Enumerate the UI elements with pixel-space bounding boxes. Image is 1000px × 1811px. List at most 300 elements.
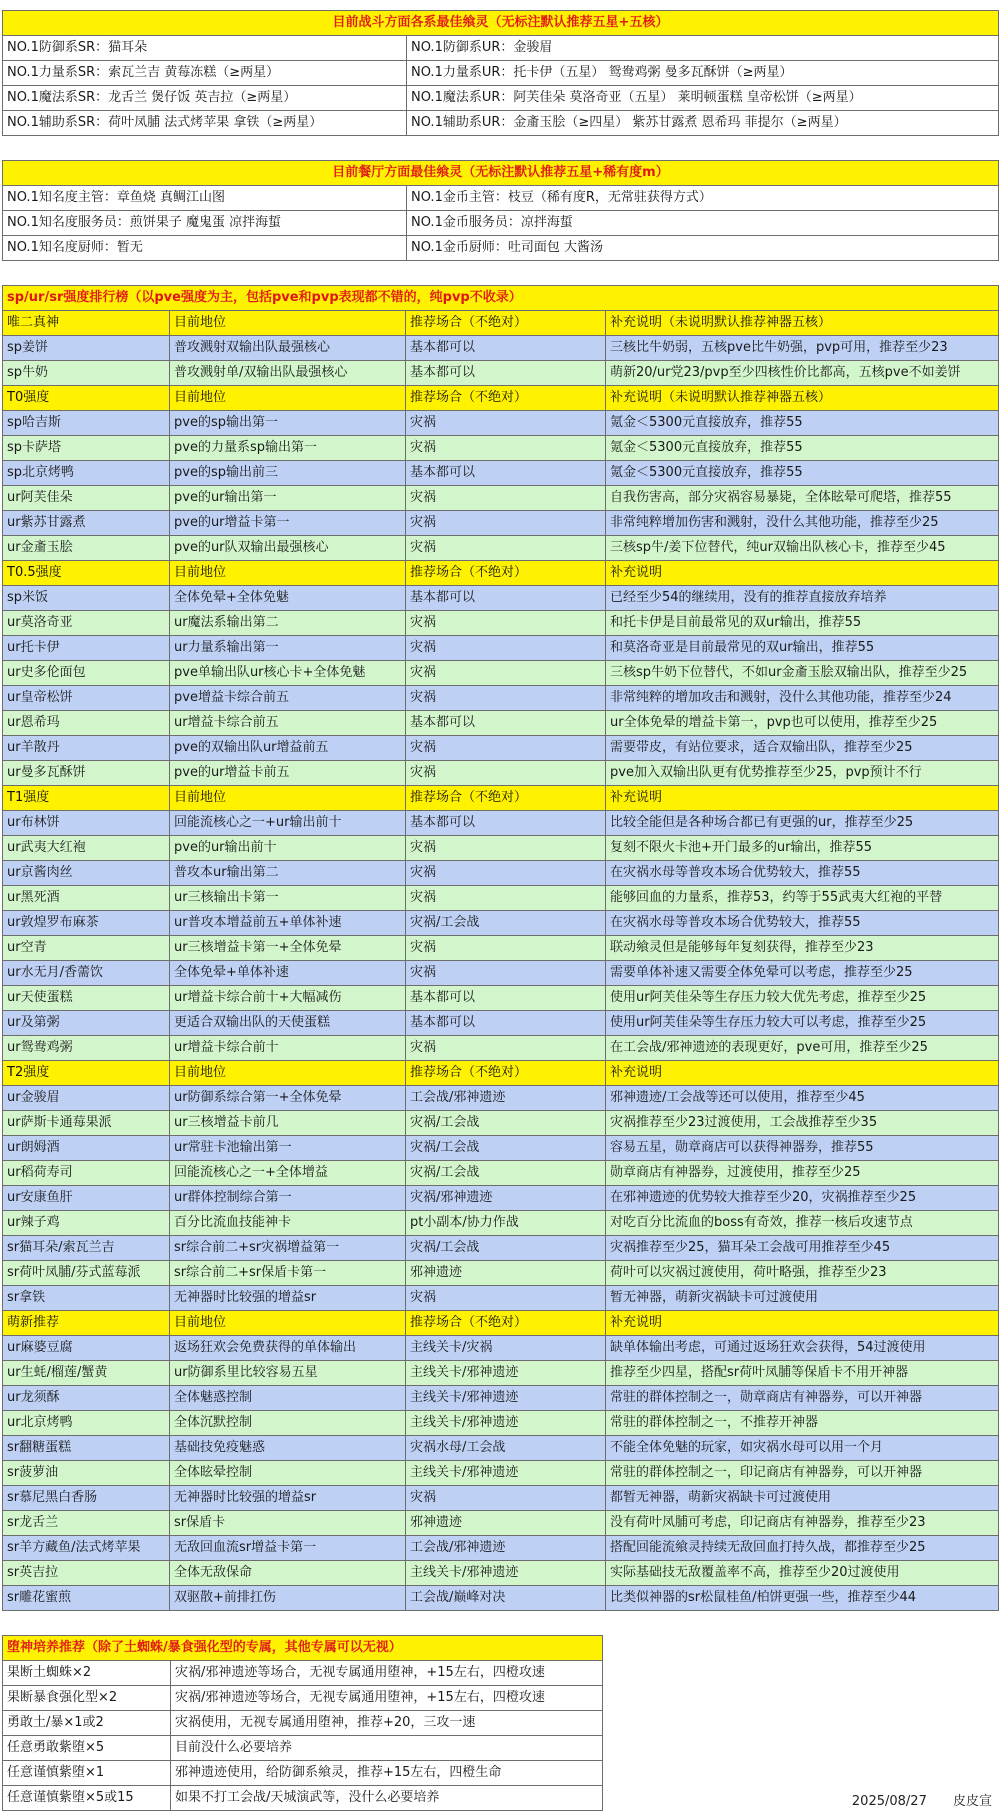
ranking-row	[3, 411, 999, 436]
battle-right-cell: NO.1魔法系UR：阿芙佳朵 莫洛奇亚（五星） 莱明顿蛋糕 皇帝松饼（≥两星）	[407, 86, 999, 111]
ranking-row	[3, 511, 999, 536]
note-cell: 需要带皮，有站位要求，适合双输出队，推荐至少25	[606, 736, 999, 761]
scene-cell: 邪神遗迹	[406, 1511, 606, 1536]
name-cell: sr慕尼黑白香肠	[3, 1486, 170, 1511]
ranking-row	[3, 711, 999, 736]
note-cell: 常驻的群体控制之一，不推荐开神器	[606, 1411, 999, 1436]
note-cell: 三核sp牛/姜下位替代，纯ur双输出队核心卡，推荐至少45	[606, 536, 999, 561]
name-cell: ur麻婆豆腐	[3, 1336, 170, 1361]
restaurant-right-cell: NO.1金币服务员：凉拌海蜇	[407, 211, 999, 236]
name-cell: ur皇帝松饼	[3, 686, 170, 711]
battle-left-cell: NO.1辅助系SR：荷叶凤脯 法式烤苹果 拿铁（≥两星）	[3, 111, 407, 136]
scene-cell: 灾祸	[406, 436, 606, 461]
name-cell: 唯二真神	[3, 311, 170, 336]
status-cell: 目前地位	[170, 386, 406, 411]
ranking-row	[3, 1461, 999, 1486]
scene-cell: 灾祸	[406, 836, 606, 861]
ranking-row	[3, 836, 999, 861]
fallen-name-cell: 果断土蜘蛛×2	[3, 1661, 171, 1686]
scene-cell: 推荐场合（不绝对）	[406, 311, 606, 336]
fallen-name-cell: 果断暴食强化型×2	[3, 1686, 171, 1711]
ranking-row	[3, 436, 999, 461]
name-cell: sp牛奶	[3, 361, 170, 386]
status-cell: 无神器时比较强的增益sr	[170, 1486, 406, 1511]
fallen-note-cell: 灾祸使用，无视专属通用堕神，推荐+20，三攻一速	[171, 1711, 603, 1736]
scene-cell: 灾祸	[406, 686, 606, 711]
scene-cell: 灾祸	[406, 636, 606, 661]
status-cell: 更适合双输出队的天使蛋糕	[170, 1011, 406, 1036]
name-cell: sr龙舌兰	[3, 1511, 170, 1536]
ranking-row	[3, 1036, 999, 1061]
ranking-row	[3, 486, 999, 511]
name-cell: T0.5强度	[3, 561, 170, 586]
scene-cell: 灾祸	[406, 886, 606, 911]
ranking-table	[2, 285, 999, 1611]
name-cell: ur天使蛋糕	[3, 986, 170, 1011]
ranking-row	[3, 661, 999, 686]
status-cell: 返场狂欢会免费获得的单体输出	[170, 1336, 406, 1361]
ranking-row	[3, 811, 999, 836]
scene-cell: 灾祸	[406, 411, 606, 436]
scene-cell: 灾祸	[406, 736, 606, 761]
note-cell: 非常纯粹的增加攻击和溅射，没什么其他功能，推荐至少24	[606, 686, 999, 711]
status-cell: pve的ur增益卡第一	[170, 511, 406, 536]
status-cell: 无神器时比较强的增益sr	[170, 1286, 406, 1311]
fallen-name-cell: 任意勇敢紫堕×5	[3, 1736, 171, 1761]
name-cell: ur朗姆酒	[3, 1136, 170, 1161]
ranking-title: sp/ur/sr强度排行榜（以pve强度为主，包括pve和pvp表现都不错的，纯pvp不收录）	[3, 286, 999, 311]
status-cell: pve的sp输出前三	[170, 461, 406, 486]
scene-cell: 灾祸	[406, 611, 606, 636]
scene-cell: 基本都可以	[406, 586, 606, 611]
note-cell: 在邪神遗迹的优势较大推荐至少20，灾祸推荐至少25	[606, 1186, 999, 1211]
status-cell: 目前地位	[170, 1061, 406, 1086]
name-cell: ur空青	[3, 936, 170, 961]
battle-title: 目前战斗方面各系最佳飨灵（无标注默认推荐五星+五核）	[3, 11, 999, 36]
note-cell: 需要单体补速又需要全体免晕可以考虑，推荐至少25	[606, 961, 999, 986]
name-cell: sr拿铁	[3, 1286, 170, 1311]
scene-cell: 基本都可以	[406, 1011, 606, 1036]
name-cell: ur萨斯卡通莓果派	[3, 1111, 170, 1136]
fallen-row	[3, 1786, 603, 1811]
scene-cell: 推荐场合（不绝对）	[406, 1311, 606, 1336]
tier-header-row	[3, 1311, 999, 1336]
fallen-note-cell: 目前没什么必要培养	[171, 1736, 603, 1761]
name-cell: T0强度	[3, 386, 170, 411]
fallen-name-cell: 任意谨慎紫堕×1	[3, 1761, 171, 1786]
note-cell: 联动飨灵但是能够每年复刻获得，推荐至少23	[606, 936, 999, 961]
note-cell: 常驻的群体控制之一，印记商店有神器券，可以开神器	[606, 1461, 999, 1486]
status-cell: 目前地位	[170, 786, 406, 811]
fallen-row	[3, 1711, 603, 1736]
scene-cell: 基本都可以	[406, 986, 606, 1011]
status-cell: 目前地位	[170, 1311, 406, 1336]
ranking-row	[3, 1161, 999, 1186]
ranking-row	[3, 961, 999, 986]
note-cell: 补充说明（未说明默认推荐神器五核）	[606, 386, 999, 411]
status-cell: 普攻本ur输出第二	[170, 861, 406, 886]
note-cell: 比类似神器的sr松鼠桂鱼/柏饼更强一些，推荐至少44	[606, 1586, 999, 1611]
scene-cell: 灾祸水母/工会战	[406, 1436, 606, 1461]
status-cell: 全体无敌保命	[170, 1561, 406, 1586]
name-cell: ur京酱肉丝	[3, 861, 170, 886]
scene-cell: 主线关卡/邪神遗迹	[406, 1411, 606, 1436]
restaurant-left-cell: NO.1知名度服务员：煎饼果子 魔鬼蛋 凉拌海蜇	[3, 211, 407, 236]
scene-cell: 主线关卡/邪神遗迹	[406, 1386, 606, 1411]
name-cell: T2强度	[3, 1061, 170, 1086]
battle-table	[2, 10, 999, 136]
ranking-row	[3, 1336, 999, 1361]
scene-cell: 工会战/巅峰对决	[406, 1586, 606, 1611]
battle-right-cell: NO.1防御系UR：金骏眉	[407, 36, 999, 61]
battle-row	[3, 86, 999, 111]
name-cell: ur辣子鸡	[3, 1211, 170, 1236]
note-cell: 暂无神器，萌新灾祸缺卡可过渡使用	[606, 1286, 999, 1311]
ranking-row	[3, 1536, 999, 1561]
name-cell: ur武夷大红袍	[3, 836, 170, 861]
status-cell: 无敌回血流sr增益卡第一	[170, 1536, 406, 1561]
name-cell: ur黑死酒	[3, 886, 170, 911]
ranking-row	[3, 336, 999, 361]
note-cell: 三核比牛奶弱，五核pve比牛奶强，pvp可用，推荐至少23	[606, 336, 999, 361]
ranking-row	[3, 911, 999, 936]
status-cell: 全体免晕+全体免魅	[170, 586, 406, 611]
status-cell: 全体眩晕控制	[170, 1461, 406, 1486]
battle-title-row	[3, 11, 999, 36]
name-cell: ur金齑玉脍	[3, 536, 170, 561]
name-cell: sr荷叶凤脯/芬式蓝莓派	[3, 1261, 170, 1286]
scene-cell: 推荐场合（不绝对）	[406, 786, 606, 811]
restaurant-left-cell: NO.1知名度主管：章鱼烧 真鲷江山图	[3, 186, 407, 211]
ranking-row	[3, 1086, 999, 1111]
ranking-row	[3, 1561, 999, 1586]
scene-cell: 灾祸	[406, 761, 606, 786]
date-label: 2025/08/27	[851, 1794, 927, 1809]
author-label: 皮皮宣	[952, 1794, 992, 1809]
status-cell: 全体免晕+单体补速	[170, 961, 406, 986]
name-cell: sp卡萨塔	[3, 436, 170, 461]
ranking-row	[3, 986, 999, 1011]
status-cell: 全体沉默控制	[170, 1411, 406, 1436]
ranking-row	[3, 1186, 999, 1211]
scene-cell: 灾祸	[406, 1486, 606, 1511]
name-cell: sp米饭	[3, 586, 170, 611]
ranking-row	[3, 686, 999, 711]
scene-cell: 灾祸/邪神遗迹	[406, 1186, 606, 1211]
ranking-row	[3, 461, 999, 486]
note-cell: 常驻的群体控制之一，勋章商店有神器券，可以开神器	[606, 1386, 999, 1411]
note-cell: 和托卡伊是目前最常见的双ur输出，推荐55	[606, 611, 999, 636]
scene-cell: 灾祸/工会战	[406, 1111, 606, 1136]
status-cell: pve的ur输出第一	[170, 486, 406, 511]
name-cell: ur阿芙佳朵	[3, 486, 170, 511]
ranking-row	[3, 1236, 999, 1261]
status-cell: ur常驻卡池输出第一	[170, 1136, 406, 1161]
note-cell: 已经至少54的继续用，没有的推荐直接放弃培养	[606, 586, 999, 611]
note-cell: 不能全体免魅的玩家，如灾祸水母可以用一个月	[606, 1436, 999, 1461]
fallen-row	[3, 1686, 603, 1711]
fallen-title-row	[3, 1636, 603, 1661]
restaurant-right-cell: NO.1金币主管：枝豆（稀有度R，无常驻获得方式）	[407, 186, 999, 211]
ranking-row	[3, 1361, 999, 1386]
battle-row	[3, 111, 999, 136]
ranking-row	[3, 1486, 999, 1511]
scene-cell: 灾祸	[406, 486, 606, 511]
ranking-row	[3, 736, 999, 761]
scene-cell: 主线关卡/邪神遗迹	[406, 1561, 606, 1586]
note-cell: 勋章商店有神器券，过渡使用，推荐至少25	[606, 1161, 999, 1186]
fallen-note-cell: 如果不打工会战/天城演武等，没什么必要培养	[171, 1786, 603, 1811]
scene-cell: 推荐场合（不绝对）	[406, 561, 606, 586]
status-cell: sr保盾卡	[170, 1511, 406, 1536]
status-cell: 回能流核心之一+ur输出前十	[170, 811, 406, 836]
fallen-title: 堕神培养推荐（除了土蜘蛛/暴食强化型的专属，其他专属可以无视）	[3, 1636, 603, 1661]
battle-row	[3, 61, 999, 86]
name-cell: 萌新推荐	[3, 1311, 170, 1336]
status-cell: pve的ur输出前十	[170, 836, 406, 861]
scene-cell: 主线关卡/邪神遗迹	[406, 1461, 606, 1486]
note-cell: 推荐至少四星，搭配sr荷叶凤脯等保盾卡不用开神器	[606, 1361, 999, 1386]
status-cell: 目前地位	[170, 311, 406, 336]
note-cell: 灾祸推荐至少23过渡使用，工会战推荐至少35	[606, 1111, 999, 1136]
ranking-row	[3, 636, 999, 661]
status-cell: 双驱散+前排扛伤	[170, 1586, 406, 1611]
name-cell: sr翻糖蛋糕	[3, 1436, 170, 1461]
note-cell: 邪神遗迹/工会战等还可以使用，推荐至少45	[606, 1086, 999, 1111]
note-cell: 缺单体输出考虑，可通过返场狂欢会获得，54过渡使用	[606, 1336, 999, 1361]
name-cell: ur及第粥	[3, 1011, 170, 1036]
battle-left-cell: NO.1防御系SR：猫耳朵	[3, 36, 407, 61]
status-cell: ur防御系综合第一+全体免晕	[170, 1086, 406, 1111]
battle-left-cell: NO.1力量系SR：索瓦兰吉 黄莓冻糕（≥两星）	[3, 61, 407, 86]
status-cell: 普攻溅射单/双输出队最强核心	[170, 361, 406, 386]
scene-cell: 灾祸/工会战	[406, 1161, 606, 1186]
note-cell: 补充说明	[606, 1311, 999, 1336]
status-cell: sr综合前二+sr保盾卡第一	[170, 1261, 406, 1286]
name-cell: ur生蚝/榴莲/蟹黄	[3, 1361, 170, 1386]
status-cell: pve增益卡综合前五	[170, 686, 406, 711]
name-cell: ur鸳鸯鸡粥	[3, 1036, 170, 1061]
note-cell: 没有荷叶凤脯可考虑，印记商店有神器券，推荐至少23	[606, 1511, 999, 1536]
status-cell: 回能流核心之一+全体增益	[170, 1161, 406, 1186]
scene-cell: 基本都可以	[406, 811, 606, 836]
note-cell: 在灾祸水母等普攻本场合优势较大，推荐55	[606, 861, 999, 886]
note-cell: 灾祸推荐至少25，猫耳朵工会战可用推荐至少45	[606, 1236, 999, 1261]
scene-cell: 推荐场合（不绝对）	[406, 1061, 606, 1086]
scene-cell: 灾祸	[406, 936, 606, 961]
status-cell: pve的力量系sp输出第一	[170, 436, 406, 461]
fallen-section	[0, 1635, 1000, 1811]
tier-header-row	[3, 311, 999, 336]
status-cell: ur群体控制综合第一	[170, 1186, 406, 1211]
note-cell: 比较全能但是各种场合都已有更强的ur，推荐至少25	[606, 811, 999, 836]
name-cell: ur布林饼	[3, 811, 170, 836]
name-cell: sp哈吉斯	[3, 411, 170, 436]
ranking-row	[3, 611, 999, 636]
status-cell: 普攻溅射双输出队最强核心	[170, 336, 406, 361]
scene-cell: 灾祸	[406, 661, 606, 686]
name-cell: ur水无月/香薷饮	[3, 961, 170, 986]
name-cell: sp姜饼	[3, 336, 170, 361]
restaurant-title: 目前餐厅方面最佳飨灵（无标注默认推荐五星+稀有度m）	[3, 161, 999, 186]
status-cell: pve的双输出队ur增益前五	[170, 736, 406, 761]
restaurant-title-row	[3, 161, 999, 186]
restaurant-row	[3, 186, 999, 211]
name-cell: ur曼多瓦酥饼	[3, 761, 170, 786]
fallen-name-cell: 勇敢土/暴×1或2	[3, 1711, 171, 1736]
battle-row	[3, 36, 999, 61]
ranking-row	[3, 761, 999, 786]
status-cell: sr综合前二+sr灾祸增益第一	[170, 1236, 406, 1261]
fallen-row	[3, 1661, 603, 1686]
scene-cell: 邪神遗迹	[406, 1261, 606, 1286]
status-cell: 基础技免疫魅惑	[170, 1436, 406, 1461]
name-cell: sp北京烤鸭	[3, 461, 170, 486]
note-cell: 非常纯粹增加伤害和溅射，没什么其他功能，推荐至少25	[606, 511, 999, 536]
note-cell: 容易五星，勋章商店可以获得神器券，推荐55	[606, 1136, 999, 1161]
scene-cell: 基本都可以	[406, 361, 606, 386]
fallen-note-cell: 灾祸/邪神遗迹等场合，无视专属通用堕神，+15左右，四橙攻速	[171, 1686, 603, 1711]
status-cell: pve的sp输出第一	[170, 411, 406, 436]
name-cell: ur龙须酥	[3, 1386, 170, 1411]
status-cell: ur增益卡综合前十	[170, 1036, 406, 1061]
name-cell: sr菠萝油	[3, 1461, 170, 1486]
restaurant-right-cell: NO.1金币厨师：吐司面包 大酱汤	[407, 236, 999, 261]
note-cell: 对吃百分比流血的boss有奇效，推荐一核后攻速节点	[606, 1211, 999, 1236]
note-cell: 三核sp牛奶下位替代，不如ur金齑玉脍双输出队，推荐至少25	[606, 661, 999, 686]
ranking-row	[3, 1136, 999, 1161]
note-cell: 补充说明（未说明默认推荐神器五核）	[606, 311, 999, 336]
scene-cell: 主线关卡/灾祸	[406, 1336, 606, 1361]
ranking-row	[3, 1211, 999, 1236]
restaurant-left-cell: NO.1知名度厨师：暂无	[3, 236, 407, 261]
scene-cell: 工会战/邪神遗迹	[406, 1536, 606, 1561]
fallen-table	[2, 1635, 603, 1811]
note-cell: pve加入双输出队更有优势推荐至少25，pvp预计不行	[606, 761, 999, 786]
note-cell: 自我伤害高，部分灾祸容易暴毙，全体眩晕可爬塔，推荐55	[606, 486, 999, 511]
ranking-row	[3, 1261, 999, 1286]
name-cell: ur紫苏甘露煮	[3, 511, 170, 536]
ranking-row	[3, 586, 999, 611]
scene-cell: 灾祸/工会战	[406, 1236, 606, 1261]
name-cell: ur羊散丹	[3, 736, 170, 761]
note-cell: 复刻不限火卡池+开门最多的ur输出，推荐55	[606, 836, 999, 861]
scene-cell: 基本都可以	[406, 711, 606, 736]
ranking-title-row	[3, 286, 999, 311]
status-cell: pve的ur队双输出最强核心	[170, 536, 406, 561]
status-cell: ur力量系输出第一	[170, 636, 406, 661]
name-cell: ur金骏眉	[3, 1086, 170, 1111]
note-cell: 萌新20/ur党23/pvp至少四核性价比都高，五核pve不如姜饼	[606, 361, 999, 386]
tier-header-row	[3, 386, 999, 411]
ranking-row	[3, 861, 999, 886]
scene-cell: 工会战/邪神遗迹	[406, 1086, 606, 1111]
ranking-row	[3, 1436, 999, 1461]
note-cell: 使用ur阿芙佳朵等生存压力较大优先考虑，推荐至少25	[606, 986, 999, 1011]
note-cell: 补充说明	[606, 786, 999, 811]
scene-cell: 推荐场合（不绝对）	[406, 386, 606, 411]
status-cell: ur三核增益卡第一+全体免晕	[170, 936, 406, 961]
battle-right-cell: NO.1力量系UR：托卡伊（五星） 鸳鸯鸡粥 曼多瓦酥饼（≥两星）	[407, 61, 999, 86]
name-cell: ur恩希玛	[3, 711, 170, 736]
note-cell: 荷叶可以灾祸过渡使用，荷叶略强，推荐至少23	[606, 1261, 999, 1286]
fallen-row	[3, 1761, 603, 1786]
name-cell: ur莫洛奇亚	[3, 611, 170, 636]
tier-header-row	[3, 786, 999, 811]
scene-cell: 灾祸	[406, 1286, 606, 1311]
scene-cell: pt小副本/协力作战	[406, 1211, 606, 1236]
ranking-row	[3, 1586, 999, 1611]
note-cell: 都暂无神器，萌新灾祸缺卡可过渡使用	[606, 1486, 999, 1511]
battle-right-cell: NO.1辅助系UR：金齑玉脍（≥四星） 紫苏甘露煮 恩希玛 菲提尔（≥两星）	[407, 111, 999, 136]
ranking-row	[3, 886, 999, 911]
fallen-note-cell: 灾祸/邪神遗迹等场合，无视专属通用堕神，+15左右，四橙攻速	[171, 1661, 603, 1686]
name-cell: sr英吉拉	[3, 1561, 170, 1586]
status-cell: ur增益卡综合前五	[170, 711, 406, 736]
note-cell: 氪金＜5300元直接放弃，推荐55	[606, 411, 999, 436]
status-cell: pve单输出队ur核心卡+全体免魅	[170, 661, 406, 686]
scene-cell: 灾祸	[406, 861, 606, 886]
battle-left-cell: NO.1魔法系SR：龙舌兰 煲仔饭 英吉拉（≥两星）	[3, 86, 407, 111]
tier-header-row	[3, 1061, 999, 1086]
note-cell: 补充说明	[606, 1061, 999, 1086]
name-cell: ur史多伦面包	[3, 661, 170, 686]
ranking-row	[3, 1411, 999, 1436]
ranking-row	[3, 1286, 999, 1311]
note-cell: 补充说明	[606, 561, 999, 586]
note-cell: 搭配回能流飨灵持续无敌回血打持久战，都推荐至少25	[606, 1536, 999, 1561]
note-cell: ur全体免晕的增益卡第一，pvp也可以使用，推荐至少25	[606, 711, 999, 736]
name-cell: T1强度	[3, 786, 170, 811]
ranking-row	[3, 536, 999, 561]
scene-cell: 灾祸/工会战	[406, 911, 606, 936]
name-cell: ur稻荷寿司	[3, 1161, 170, 1186]
status-cell: 百分比流血技能神卡	[170, 1211, 406, 1236]
scene-cell: 灾祸	[406, 1036, 606, 1061]
name-cell: ur北京烤鸭	[3, 1411, 170, 1436]
status-cell: ur普攻本增益前五+单体补速	[170, 911, 406, 936]
status-cell: ur魔法系输出第二	[170, 611, 406, 636]
status-cell: ur三核输出卡第一	[170, 886, 406, 911]
fallen-note-cell: 邪神遗迹使用，给防御系飨灵，推荐+15左右，四橙生命	[171, 1761, 603, 1786]
scene-cell: 基本都可以	[406, 461, 606, 486]
name-cell: sr雕花蜜煎	[3, 1586, 170, 1611]
signature	[830, 1790, 992, 1809]
name-cell: sr猫耳朵/索瓦兰吉	[3, 1236, 170, 1261]
tier-header-row	[3, 561, 999, 586]
ranking-row	[3, 1011, 999, 1036]
scene-cell: 灾祸	[406, 536, 606, 561]
note-cell: 氪金＜5300元直接放弃，推荐55	[606, 461, 999, 486]
name-cell: ur安康鱼肝	[3, 1186, 170, 1211]
note-cell: 在灾祸水母等普攻本场合优势较大，推荐55	[606, 911, 999, 936]
status-cell: 全体魅惑控制	[170, 1386, 406, 1411]
ranking-row	[3, 361, 999, 386]
restaurant-table	[2, 160, 999, 261]
scene-cell: 主线关卡/邪神遗迹	[406, 1361, 606, 1386]
status-cell: ur防御系里比较容易五星	[170, 1361, 406, 1386]
name-cell: sr羊方藏鱼/法式烤苹果	[3, 1536, 170, 1561]
status-cell: pve的ur增益卡前五	[170, 761, 406, 786]
status-cell: ur三核增益卡前几	[170, 1111, 406, 1136]
scene-cell: 基本都可以	[406, 336, 606, 361]
note-cell: 能够回血的力量系，推荐53，约等于55武夷大红袍的平替	[606, 886, 999, 911]
restaurant-row	[3, 211, 999, 236]
note-cell: 和莫洛奇亚是目前最常见的双ur输出，推荐55	[606, 636, 999, 661]
status-cell: 目前地位	[170, 561, 406, 586]
ranking-row	[3, 1386, 999, 1411]
note-cell: 使用ur阿芙佳朵等生存压力较大可以考虑，推荐至少25	[606, 1011, 999, 1036]
